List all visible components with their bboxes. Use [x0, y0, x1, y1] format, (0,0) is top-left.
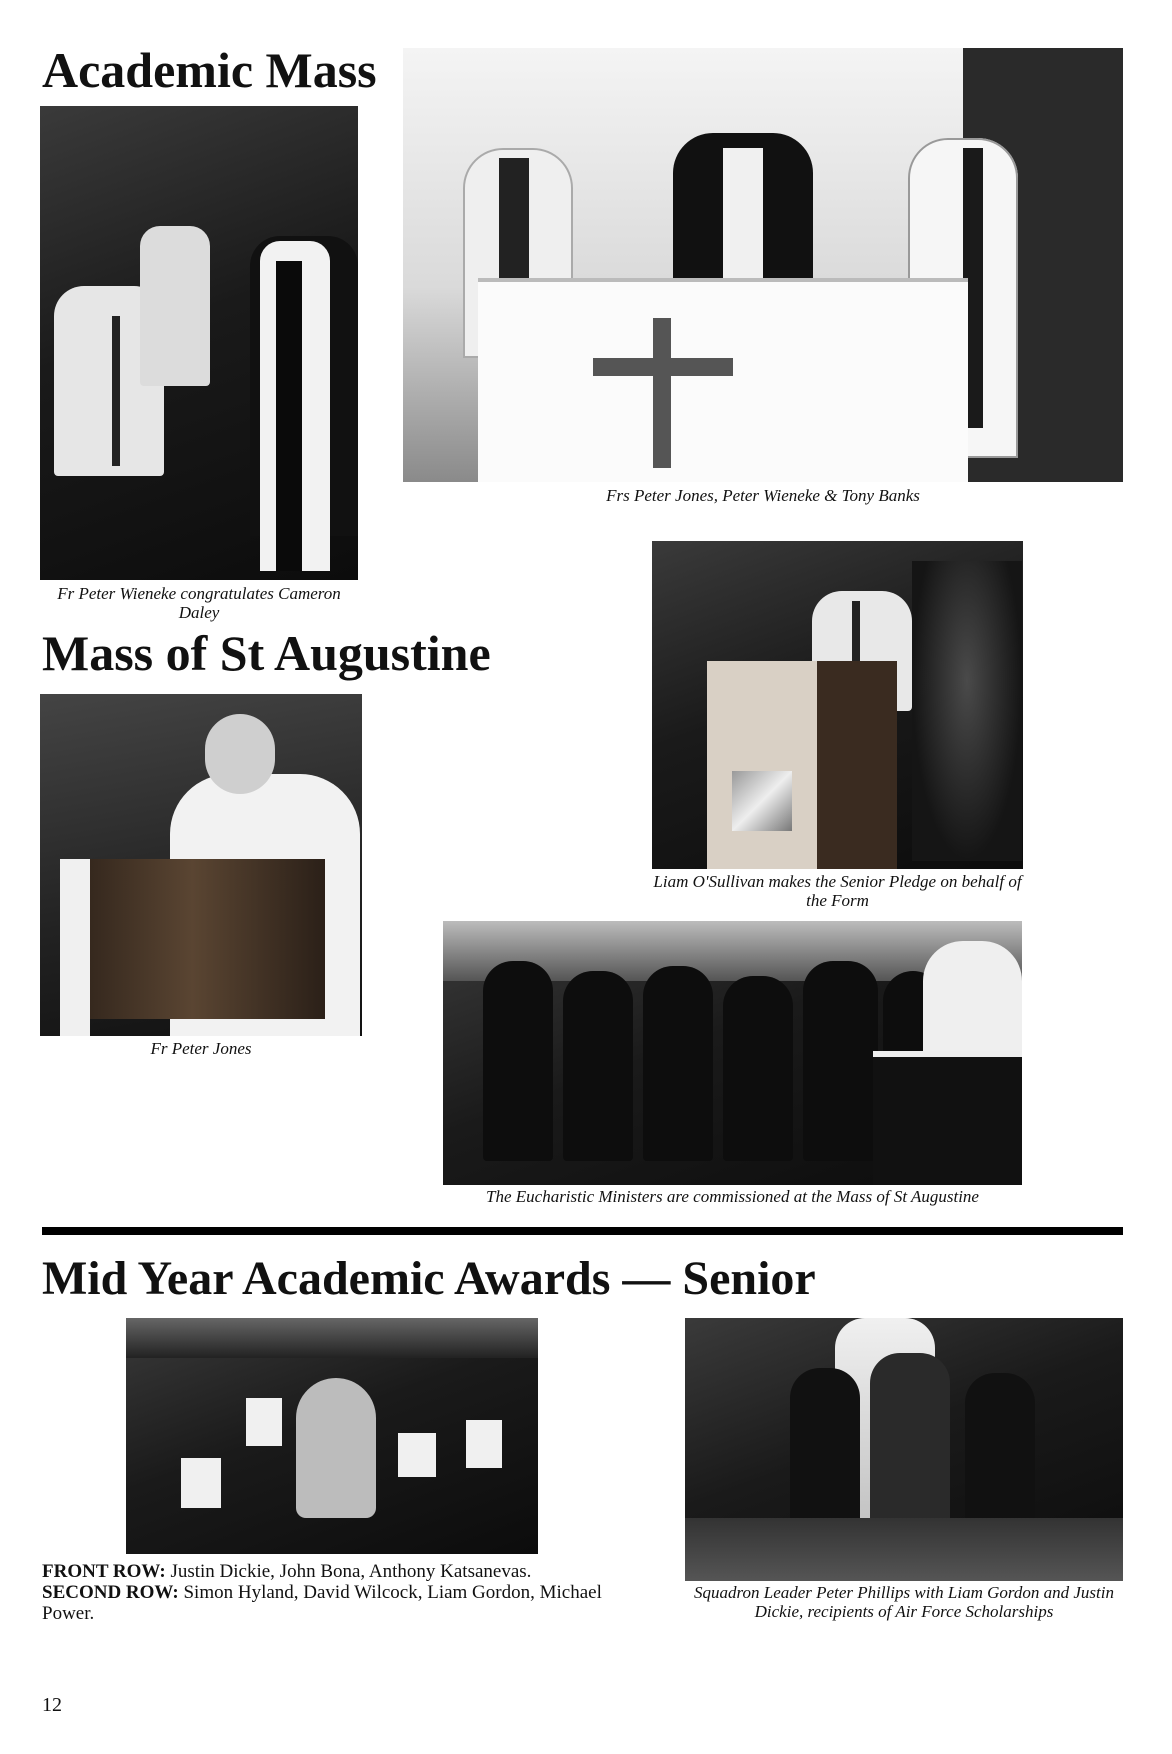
front-row-line: [42, 1561, 642, 1582]
photo-scholarship: [685, 1318, 1123, 1581]
second-row-line: [42, 1582, 642, 1624]
caption-scholarship: Squadron Leader Peter Phillips with Liam Gordon and Justin Dickie, recipients of Air Force Scholarships: [694, 1583, 1114, 1621]
academic-mass-heading: Academic Mass: [42, 42, 377, 98]
front-row-names: Justin Dickie, John Bona, Anthony Katsanevas.: [170, 1561, 532, 1582]
caption-pledge: Liam O'Sullivan makes the Senior Pledge on behalf of the Form: [653, 872, 1022, 910]
photo-ministers: [443, 921, 1022, 1185]
second-row-names: Simon Hyland, David Wilcock, Liam Gordon, Michael Power.: [42, 1582, 602, 1624]
photo-award-group: [126, 1318, 538, 1554]
caption-congratulations: Fr Peter Wieneke congratulates Cameron Daley: [57, 584, 341, 622]
award-roster: [42, 1561, 642, 1624]
photo-pledge: [652, 541, 1023, 869]
page-number: 12: [42, 1694, 62, 1716]
photo-congratulations: [40, 106, 358, 580]
section-divider: [42, 1227, 1123, 1235]
caption-lectern: Fr Peter Jones: [150, 1039, 252, 1058]
caption-altar: Frs Peter Jones, Peter Wieneke & Tony Banks: [606, 486, 920, 505]
front-row-label: FRONT ROW:: [42, 1561, 166, 1582]
second-row-label: SECOND ROW:: [42, 1582, 179, 1603]
awards-heading: Mid Year Academic Awards — Senior: [42, 1252, 816, 1305]
photo-altar: [403, 48, 1123, 482]
photo-lectern: [40, 694, 362, 1036]
st-augustine-heading: Mass of St Augustine: [42, 625, 491, 681]
caption-ministers: The Eucharistic Ministers are commissioned at the Mass of St Augustine: [486, 1187, 979, 1206]
